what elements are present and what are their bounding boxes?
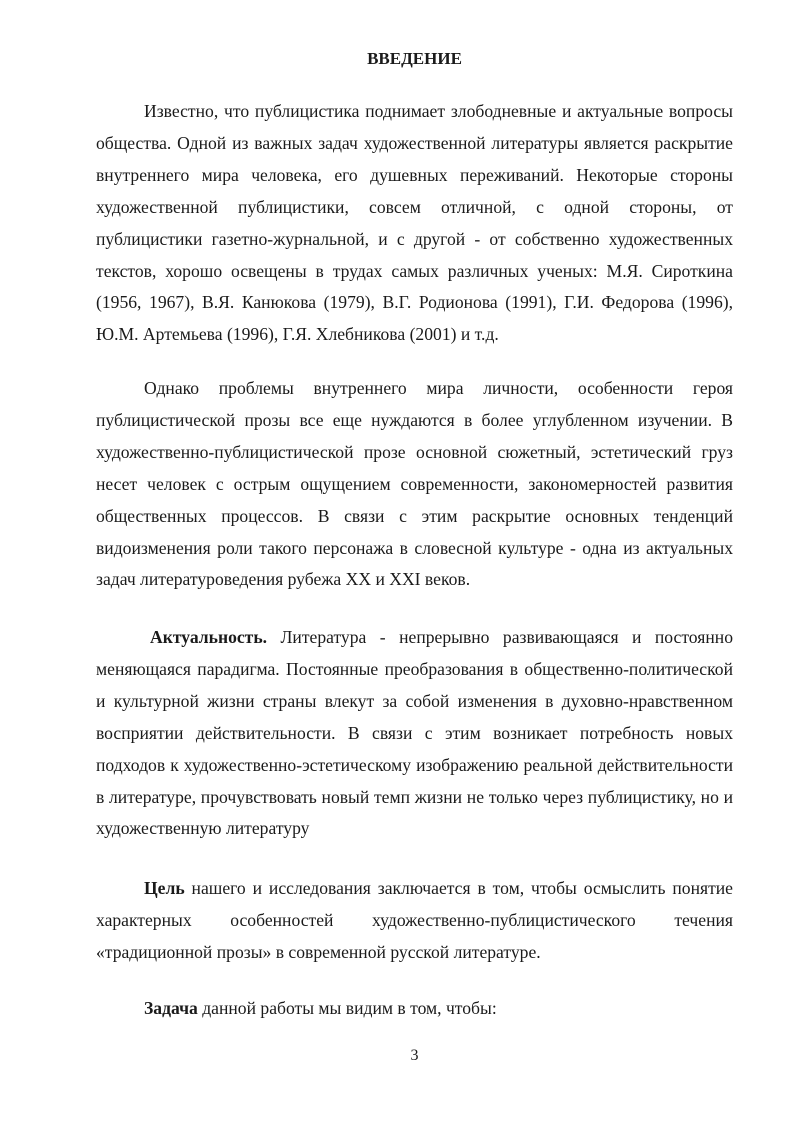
paragraph-text: Известно, что публицистика поднимает злободневные и актуальные вопросы общества. Одной из важных задач художественной литературы является раскрытие внутреннего мира человека, его душевных переживаний. Некоторые стороны художественной публицистики, совсем отличной, с одной стороны, от публицистики газетно-журнальной, и с другой - от собственно художественных текстов, хорошо освещены в трудах самых различных ученых: М.Я. Сироткина (1956, 1967), В.Я. Канюкова (1979), В.Г. Родионова (1991), Г.И. Федорова (1996), Ю.М. Артемьева (1996), Г.Я. Хлебникова (2001) и т.д. [96,101,733,345]
paragraph-text: данной работы мы видим в том, чтобы: [197,998,497,1018]
paragraph-goal [96,873,733,969]
paragraph-text: нашего и исследования заключается в том, чтобы осмыслить понятие характерных особенностей художественно-публицистического течения «традиционной прозы» в современной русской литературе. [96,878,733,962]
paragraph-task [96,993,733,1025]
paragraph-lead-relevance: Актуальность. [150,627,268,647]
paragraph-introduction [96,96,733,351]
paragraph-problem [96,373,733,596]
page-title: ВВЕДЕНИЕ [367,49,462,68]
paragraph-text: Литература - непрерывно развивающаяся и постоянно меняющаяся парадигма. Постоянные преобразования в общественно-политической и культурной жизни страны влекут за собой изменения в духовно-нравственном восприятии действительности. В связи с этим возникает потребность новых подходов к художественно-эстетическому изображению реальной действительности в литературе, прочувствовать новый темп жизни не только через публицистику, но и художественную литературу [96,627,733,839]
page-number: 3 [410,1047,419,1064]
paragraph-lead-goal: Цель [144,878,185,898]
paragraph-text: Однако проблемы внутреннего мира личности, особенности героя публицистической прозы все еще нуждаются в более углубленном изучении. В художественно-публицистической прозе основной сюжетный, эстетический груз несет человек с острым ощущением современности, закономерностей развития общественных процессов. В связи с этим раскрытие основных тенденций видоизменения роли такого персонажа в словесной культуре - одна из актуальных задач литературоведения рубежа XX и XXI веков. [96,378,733,590]
paragraph-lead-task: Задача [144,998,198,1018]
paragraph-relevance [96,622,733,845]
